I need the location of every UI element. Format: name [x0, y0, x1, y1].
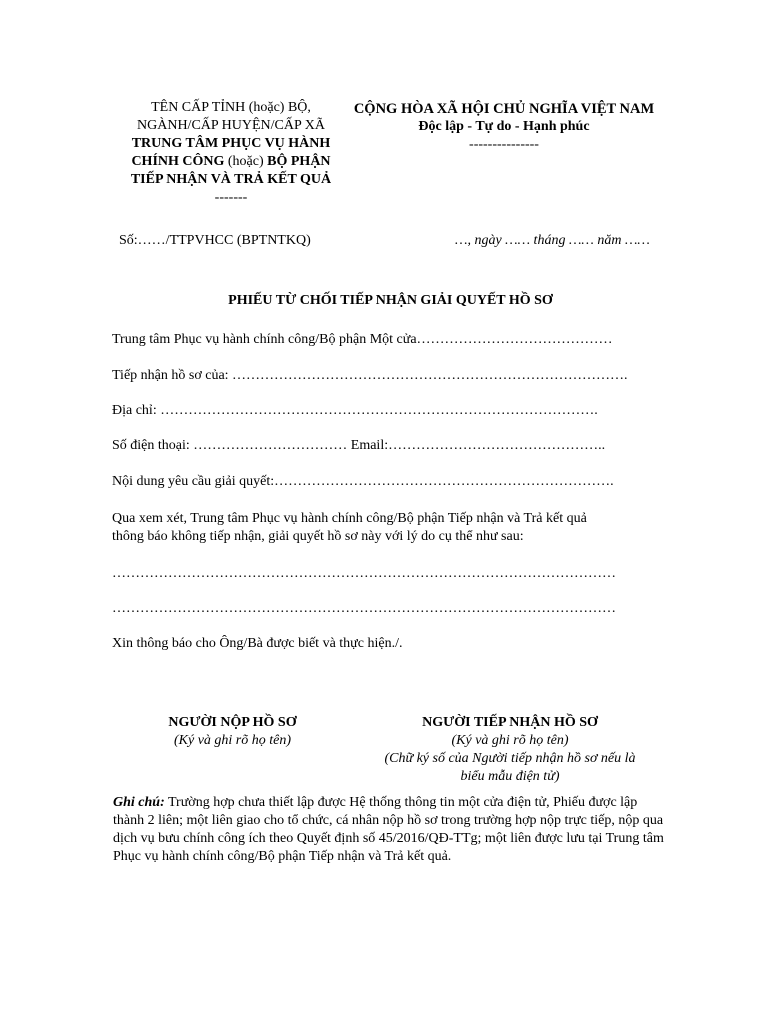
receiver-signature-note-1: (Chữ ký số của Người tiếp nhận hồ sơ nếu là [384, 751, 636, 766]
field-center: Trung tâm Phục vụ hành chính công/Bộ phận Một cửa…………………………………… [112, 332, 613, 347]
review-text-line-2: thông báo không tiếp nhận, giải quyết hồ sơ này với lý do cụ thể như sau: [112, 529, 524, 544]
field-request-content: Nội dung yêu cầu giải quyết:………………………………………………………………. [112, 474, 614, 489]
issuer-line-1: TÊN CẤP TỈNH (hoặc) BỘ, [151, 100, 311, 115]
issuer-line-4-mid: (hoặc) [224, 154, 268, 169]
document-title: PHIẾU TỪ CHỐI TIẾP NHẬN GIẢI QUYẾT HỒ SƠ [228, 293, 553, 308]
receiver-signature-note-2: biểu mẫu điện tử) [460, 769, 560, 784]
national-motto: Độc lập - Tự do - Hạnh phúc [418, 119, 590, 134]
receiver-signature-title: NGƯỜI TIẾP NHẬN HỒ SƠ [422, 715, 598, 730]
issuer-line-2: NGÀNH/CẤP HUYỆN/CẤP XÃ [137, 118, 325, 133]
field-received-from: Tiếp nhận hồ sơ của: …………………………………………………………………………. [112, 368, 628, 383]
document-number: Số:……/TTPVHCC (BPTNTKQ) [119, 233, 311, 248]
reason-line-2: ……………………………………………………………………………………………… [112, 601, 616, 616]
submitter-signature-title: NGƯỜI NỘP HỒ SƠ [168, 715, 297, 730]
issuer-divider: ------- [214, 190, 248, 205]
review-text-line-1: Qua xem xét, Trung tâm Phục vụ hành chính công/Bộ phận Tiếp nhận và Trả kết quả [112, 511, 587, 526]
issuer-line-4 [110, 153, 352, 171]
field-address: Địa chỉ: …………………………………………………………………………………. [112, 403, 598, 418]
footnote-text: Trường hợp chưa thiết lập được Hệ thống thông tin một cửa điện tử, Phiếu được lập thành 2 liên; một liên giao cho tổ chức, cá nhân nộp hồ sơ trong trường hợp nộp trực tiếp, nộp qua dịch vụ bưu chính công ích theo Quyết định số 45/2016/QĐ-TTg; một liên được lưu tại Trung tâm Phục vụ hành chính công/Bộ phận Tiếp nhận và Trả kết quả. [113, 795, 664, 864]
issuer-line-4-b: BỘ PHẬN [267, 154, 331, 169]
issuer-line-4-a: CHÍNH CÔNG [131, 154, 225, 169]
footnote-label: Ghi chú: [113, 795, 165, 810]
document-date: …, ngày …… tháng …… năm …… [455, 233, 650, 248]
national-header [340, 100, 668, 154]
issuer-line-3: TRUNG TÂM PHỤC VỤ HÀNH [131, 136, 331, 151]
national-title: CỘNG HÒA XÃ HỘI CHỦ NGHĨA VIỆT NAM [353, 101, 655, 117]
closing-text: Xin thông báo cho Ông/Bà được biết và thực hiện./. [112, 636, 403, 651]
issuer-line-5: TIẾP NHẬN VÀ TRẢ KẾT QUẢ [130, 172, 332, 187]
reason-line-1: ……………………………………………………………………………………………… [112, 566, 616, 581]
submitter-signature-instruction: (Ký và ghi rõ họ tên) [173, 733, 292, 748]
receiver-signature-block [355, 714, 665, 786]
footnote [113, 794, 668, 866]
submitter-signature-block [120, 714, 345, 750]
issuer-header [110, 99, 352, 207]
receiver-signature-instruction: (Ký và ghi rõ họ tên) [451, 733, 569, 748]
field-phone-email: Số điện thoại: …………………………… Email:……………………………………….. [112, 438, 606, 453]
national-divider: --------------- [469, 137, 539, 152]
